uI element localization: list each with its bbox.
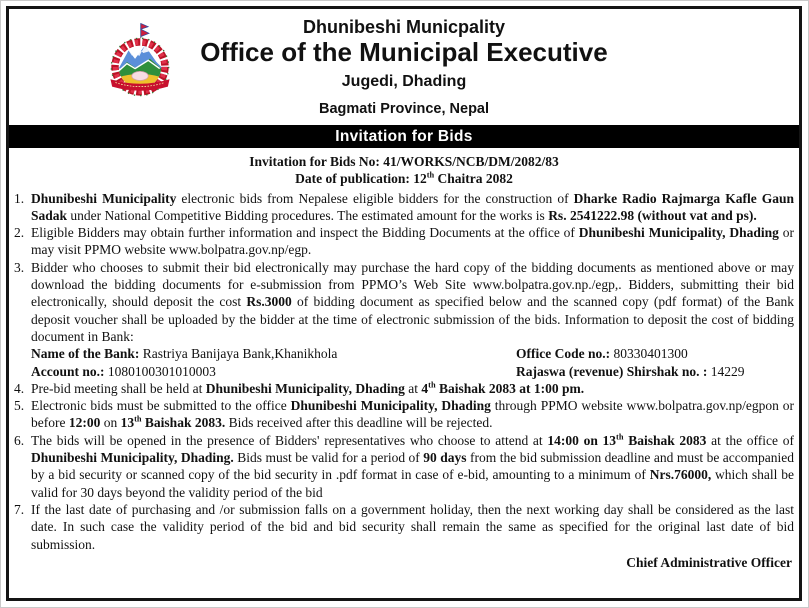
office-code-label: Office Code no.: — [516, 346, 611, 362]
list-item-2 — [14, 224, 794, 259]
rajaswa-label: Rajaswa (revenue) Shirshak no. : — [516, 363, 708, 379]
municipality-emblem-icon — [99, 21, 181, 103]
office-code-value: 80330401300 — [613, 346, 688, 362]
bank-name-label: Name of the Bank: — [31, 346, 140, 362]
list-item-5 — [14, 397, 794, 432]
account-no-value: 1080100301010003 — [107, 363, 216, 379]
account-no-label: Account no.: — [31, 363, 105, 379]
notice-body — [9, 148, 799, 571]
item-text: If the last date of purchasing and /or submission falls on a government holiday, then the next working day shall be considered as the last date. In such case the validity period of the bid and bid security shall remain the same as specified for the original last date of bid submission. — [31, 501, 794, 552]
rajaswa-value: 14229 — [710, 363, 745, 379]
item-number: 4. — [14, 380, 25, 396]
bid-number-line: Invitation for Bids No: 41/WORKS/NCB/DM/2082/83 — [249, 154, 559, 169]
item-text: Electronic bids must be submitted to the office Dhunibeshi Municipality, Dhading through PPMO website www.bolpatra.gov.np/egpon or before 12:00 on 13th Baishak 2083. Bids received after this deadline will be rejected. — [31, 398, 794, 431]
office-title: Office of the Municipal Executive — [200, 37, 608, 67]
publication-date-line: Date of publication: 12th Chaitra 2082 — [295, 170, 513, 187]
bid-notice-list — [14, 190, 794, 553]
bank-name-value: Rastriya Banijaya Bank,Khanikhola — [142, 346, 338, 362]
document-page — [6, 6, 802, 601]
signature-line: Chief Administrative Officer — [626, 554, 792, 570]
item-text: Eligible Bidders may obtain further information and inspect the Bidding Documents at the office of Dhunibeshi Municipality, Dhading or may visit PPMO website www.bolpatra.gov.np/egp. — [31, 225, 794, 258]
municipality-name: Dhunibeshi Municpality — [302, 17, 505, 37]
office-address: Jugedi, Dhading — [341, 73, 467, 90]
list-item-3 — [14, 259, 794, 380]
document-header — [9, 9, 799, 117]
item-number: 3. — [14, 259, 25, 275]
item-number: 6. — [14, 432, 25, 448]
account-no-row — [31, 363, 516, 380]
item-number: 1. — [14, 190, 25, 206]
province-line: Bagmati Province, Nepal — [318, 101, 490, 117]
item-text: The bids will be opened in the presence of Bidders' representatives who choose to attend at 14:00 on 13th Baishak 2083 at the office of Dhunibeshi Municipality, Dhading. Bids must be valid for a period of 90 days from the bid submission deadline and must be accompanied by a bid security or scanned copy of the bid security in .pdf format in case of e-bid, amounting to a minimum of Nrs.76000, which shall be valid for 30 days beyond the validity period of the bid — [31, 432, 795, 500]
list-item-1 — [14, 190, 794, 225]
office-code-row — [516, 345, 794, 362]
bank-name-row — [31, 345, 516, 362]
item-text: Dhunibeshi Municipality electronic bids from Nepalese eligible bidders for the construction of Dharke Radio Rajmarga Kafle Gaun Sadak under National Competitive Bidding procedures. The estimated amount for the works is Rs. 2541222.98 (without vat and ps). — [31, 190, 794, 223]
item-text-segments: Bidder who chooses to submit their bid electronically may purchase the hard copy of the bidding documents as mentioned above or may download the bidding documents for e-submission from PPMO’s Web Site www.bolpatra.gov.np./egp,. Bidders, submitting their bid electronically, should deposit the cost Rs.3000 of bidding document as specified below and the scanned copy (pdf format) of the Bank deposit voucher shall be uploaded by the bidder at the time of electronic submission of the bids. Information to deposit the cost of bidding document in Bank: — [31, 259, 795, 344]
item-text: Pre-bid meeting shall be held at Dhunibeshi Municipality, Dhading at 4th Baishak 2083 at 1:00 pm. — [31, 380, 585, 396]
item-number: 5. — [14, 398, 25, 414]
item-number: 2. — [14, 225, 25, 241]
bank-details — [31, 345, 794, 380]
list-item-7 — [14, 501, 794, 553]
list-item-6 — [14, 432, 794, 501]
item-number: 7. — [14, 501, 25, 517]
list-item-4 — [14, 380, 794, 397]
invitation-banner: Invitation for Bids — [9, 125, 799, 148]
rajaswa-row — [516, 363, 794, 380]
item-text — [31, 259, 794, 380]
